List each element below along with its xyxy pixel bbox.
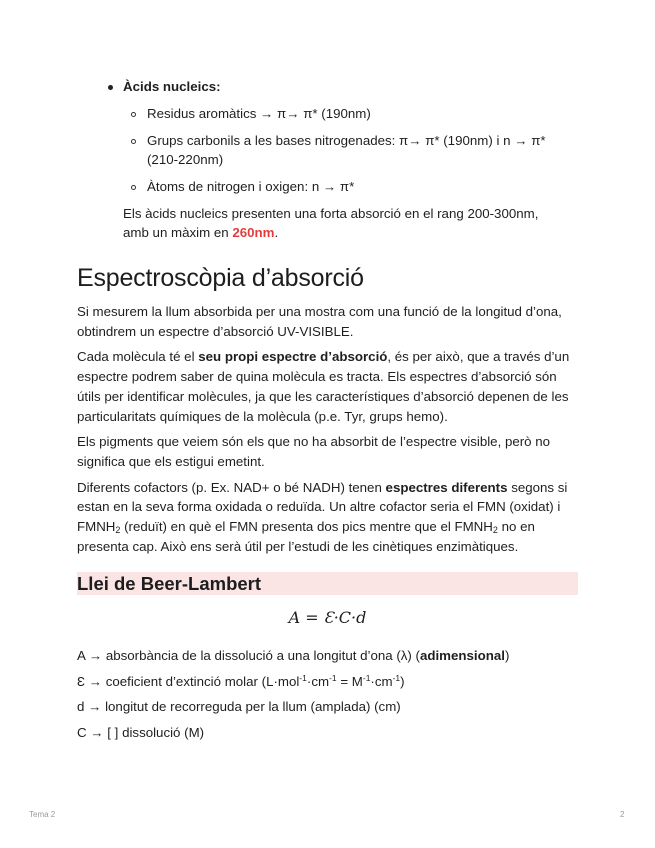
acids-note-line2: amb un màxim en 260nm. [123, 225, 279, 240]
acids-item-2: Grups carbonils a les bases nitrogenades: π→ π* (190nm) i n → π* [147, 133, 546, 148]
acids-heading: Àcids nucleics: [123, 79, 221, 94]
highlight-260nm: 260nm [232, 225, 275, 240]
bullet-ring [131, 139, 136, 144]
section-title-absorption: Espectroscòpia d’absorció [77, 264, 364, 292]
acids-item-3: Àtoms de nitrogen i oxigen: n → π* [147, 179, 355, 194]
page-number: 2 [620, 810, 625, 819]
paragraph-4: Diferents cofactors (p. Ex. NAD+ o bé NADH) tenen espectres diferents segons si estan en la seva forma oxidada o reduïda. Un altre cofactor seria el FMN (oxidat) i $FMNH_2$ (reduït) en què el FMN presenta dos pics mentre que el $FMNH_2$ no en presenta cap. Això ens serà útil per l’estudi de les cinètiques enzimàtiques. [77, 479, 568, 554]
paragraph-3: Els pigments que veiem són els que no ha absorbit de l’espectre visible, però no significa que els estigui emetint. [77, 434, 551, 469]
definition-d: d → longitut de recorreguda per la llum (amplada) (cm) [77, 699, 401, 715]
acids-item-2-cont: (210-220nm) [147, 152, 224, 167]
acids-note-line1: Els àcids nucleics presenten una forta absorció en el rang 200-300nm, [123, 206, 539, 221]
bullet-ring [131, 185, 136, 190]
definition-c: C → [ ] dissolució (M) [77, 725, 205, 741]
definition-a: A → absorbància de la dissolució a una longitut d’ona (λ) (adimensional) [77, 648, 510, 663]
bullet-dot [108, 85, 113, 90]
section-title-beer-lambert: Llei de Beer-Lambert [77, 573, 262, 594]
paragraph-2: Cada molècula té el seu propi espectre d’absorció, és per això, que a través d’un espectre podrem saber de quina molècula es tracta. Els espectres d’absorció són útils per identificar molècules, ja que les característiques d’absorció depenen de les particularitats químiques de la molècula (p.e. Tyr, grups hemo). [77, 349, 570, 424]
beer-lambert-formula: A = Ɛ·C·d [288, 608, 367, 627]
paragraph-1: Si mesurem la llum absorbida per una mostra com una funció de la longitud d’ona, obtindrem un espectre d’absorció UV-VISIBLE. [77, 304, 562, 339]
acids-item-1: Residus aromàtics → π→ π* (190nm) [147, 106, 371, 121]
definition-epsilon: Ɛ → coeficient d’extinció molar $(L\cdot mol^{-1}\cdot cm^{-1} = M^{-1}\cdot cm^{-1})$ [77, 672, 405, 689]
footer-left: Tema 2 [29, 810, 56, 819]
bullet-ring [131, 112, 136, 117]
